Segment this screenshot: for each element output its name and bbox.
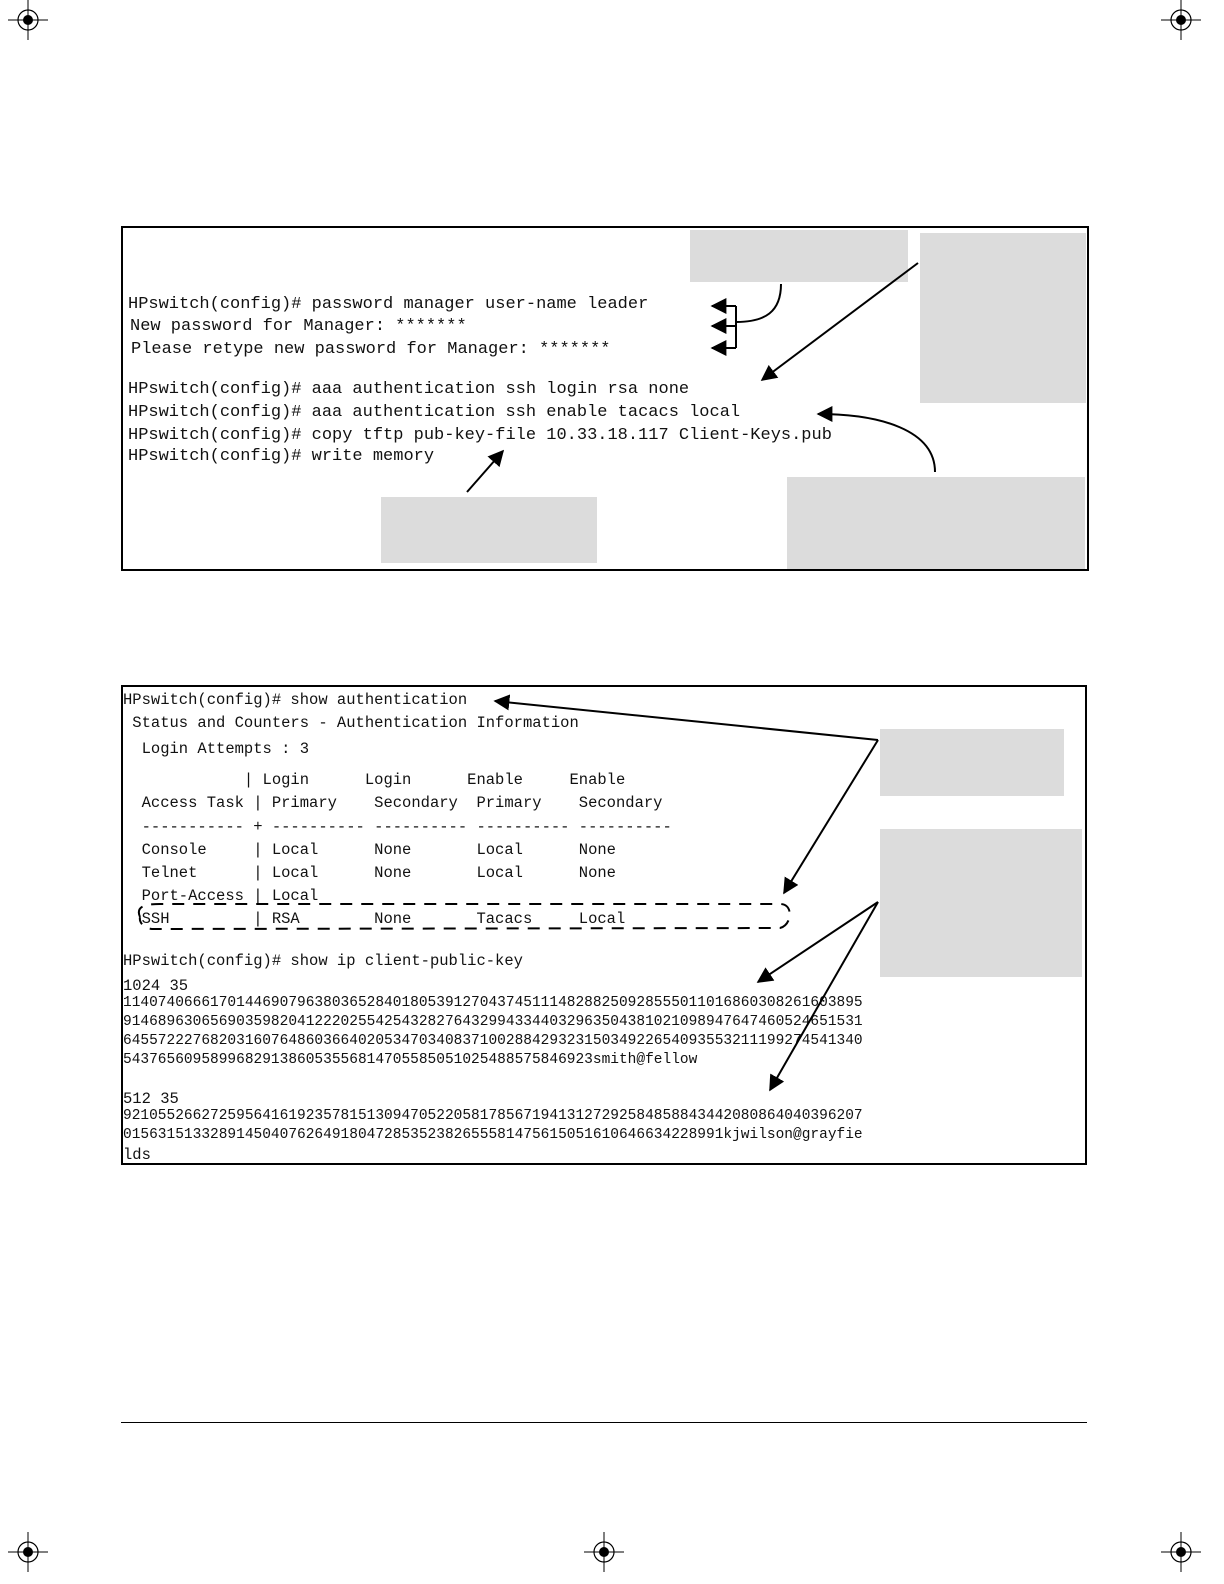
cli-line: Access Task | Primary Secondary Primary Secondary	[123, 794, 663, 812]
key-line: 015631513328914504076264918047285352382655581475615051610646634228991kjwilson@grayfie	[123, 1127, 863, 1143]
table-row: Console | Local None Local None	[123, 841, 616, 859]
cli-line: New password for Manager: *******	[130, 317, 467, 336]
cli-line: HPswitch(config)# password manager user-name leader	[128, 295, 649, 314]
cli-line: HPswitch(config)# show ip client-public-key	[123, 952, 523, 970]
cli-line: HPswitch(config)# aaa authentication ssh login rsa none	[128, 380, 690, 399]
cli-line: ----------- + ---------- ---------- ---------- ----------	[123, 818, 672, 836]
cli-line: | Login Login Enable Enable	[123, 771, 626, 789]
cli-line: 1024 35	[123, 977, 189, 995]
cli-line: 512 35	[123, 1090, 179, 1108]
table-row: Telnet | Local None Local None	[123, 864, 616, 882]
cli-line: HPswitch(config)# copy tftp pub-key-file 10.33.18.117 Client-Keys.pub	[128, 426, 832, 445]
cli-line: HPswitch(config)# show authentication	[123, 691, 468, 709]
key-line: 1140740666170144690796380365284018053912704374511148288250928555011016860308261603895	[123, 995, 863, 1011]
table-row: Port-Access | Local	[123, 887, 319, 905]
cli-line: Login Attempts : 3	[123, 740, 310, 758]
key-line: 9210552662725956416192357815130947052205817856719413127292584858843442080864040396207	[123, 1108, 863, 1124]
cli-line: Please retype new password for Manager: *******	[131, 340, 611, 359]
table-row-highlighted: SSH | RSA None Tacacs Local	[123, 910, 626, 928]
key-line: 543765609589968291386053556814705585051025488575846923smith@fellow	[123, 1052, 698, 1068]
cli-line: HPswitch(config)# aaa authentication ssh enable tacacs local	[128, 403, 741, 422]
cli-line: Status and Counters - Authentication Information	[123, 714, 579, 732]
key-line: lds	[123, 1146, 151, 1164]
key-line: 9146896306569035982041222025542543282764329943344032963504381021098947647460524651531	[123, 1014, 863, 1030]
key-line: 6455722276820316076486036640205347034083710028842932315034922654093553211199274541340	[123, 1033, 863, 1049]
cli-line: HPswitch(config)# write memory	[128, 447, 435, 466]
footer-divider	[121, 1422, 1087, 1423]
